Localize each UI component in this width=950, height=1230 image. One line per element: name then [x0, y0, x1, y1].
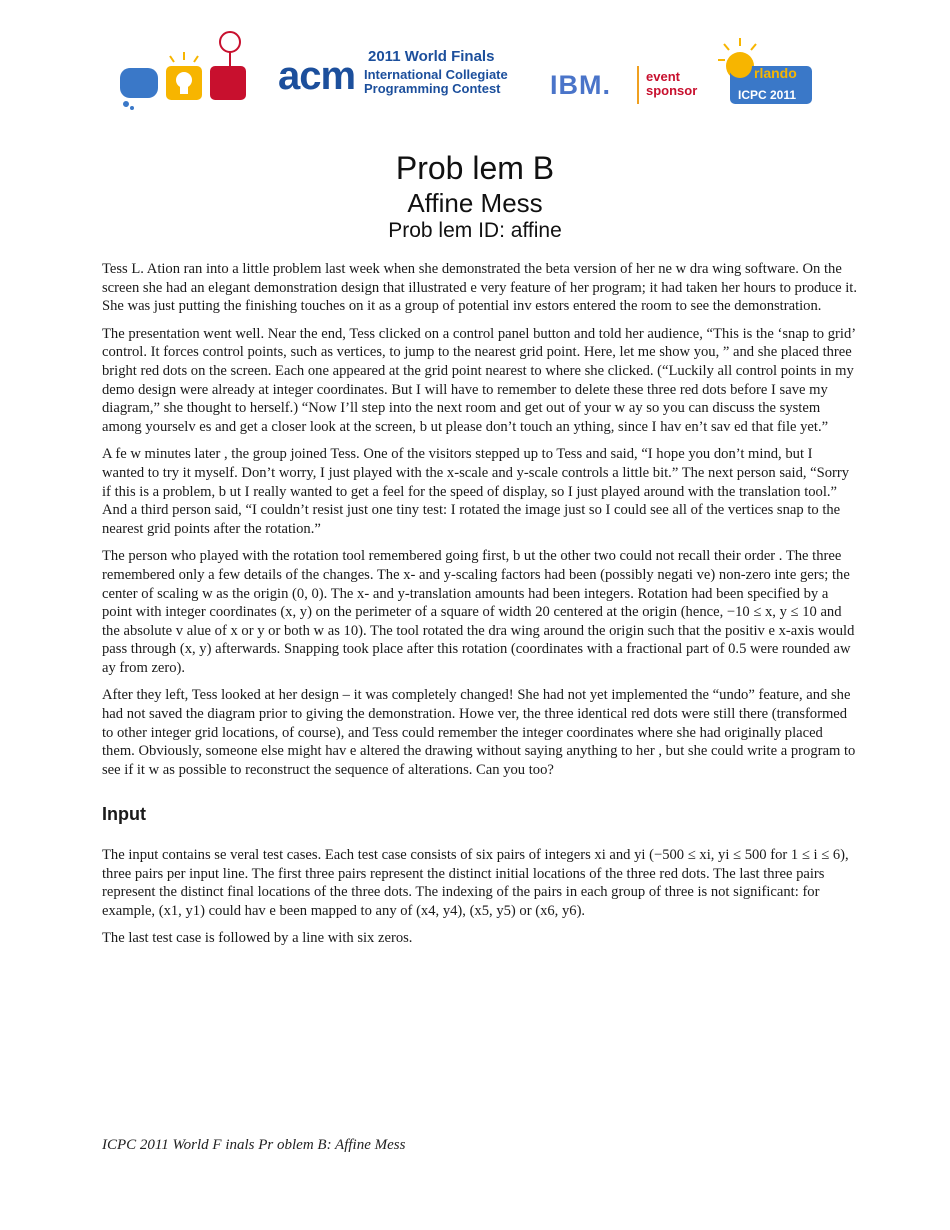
- acm-wordmark: acm: [278, 54, 356, 98]
- input-heading: Input: [102, 804, 146, 825]
- page-footer: ICPC 2011 World F inals Pr oblem B: Affine Mess: [102, 1137, 406, 1153]
- icpc-name-line2: Programming Contest: [364, 81, 501, 96]
- paragraph-visitors: A fe w minutes later , the group joined Tess. One of the visitors stepped up to Tess and said, “I hope you don’t mind, but I wanted to try it myself. Don’t worry, I just played with the x-scale and y-scale controls a little bit.” The next person said, “Sorry if this is a problem, b ut I really wanted to get a feel for the speed of display, so I just played around with the translation tool.” And a third person said, “I couldn’t resist just one tiny test: I rotated the image just so I could see all of the vertices snap to the nearest grid points after the rotation.”: [102, 446, 850, 537]
- sponsor-divider: [637, 66, 639, 104]
- icpc-lightbulb-logo-icon: [118, 28, 250, 114]
- paragraph-presentation: The presentation went well. Near the end, Tess clicked on a control panel button and told her audience, “This is the ‘snap to grid’ control. It forces control points, such as vertices, to jump to the nearest grid point. Here, let me show you, ” and she placed three bright red dots on the screen. Each one appeared at the grid point nearest to where she clicked. (“Luckily all control points in my demo design were already at integer coordinates. But I will have to remember to delete these three red dots before I save my diagram,” she thought to herself.) “Now I’ll step into the next room and get out of your w ay so you can discuss the system among yourselv es and get a closer look at the screen, b ut please don’t touch an ything, since I hav en’t sav ed that file yet.”: [102, 325, 856, 435]
- orlando-text: rlando: [754, 65, 797, 81]
- paragraph-intro: Tess L. Ation ran into a little problem last week when she demonstrated the beta version of her ne w dra wing software. On the screen she had an elegant demonstration design that illustrated e very feature of her program; it had taken her hours to produce it. She was just putting the finishing touches on it as a group of potential inv estors entered the room to see the demonstration.: [102, 261, 857, 315]
- problem-statement: [102, 260, 858, 957]
- sponsor-line2: sponsor: [646, 83, 698, 98]
- ibm-wordmark: IBM.: [550, 70, 611, 100]
- icpc-name: [364, 68, 508, 96]
- input-description: The input contains se veral test cases. Each test case consists of six pairs of integers xi and yi (−500 ≤ xi, yi ≤ 500 for 1 ≤ i ≤ 6), three pairs per input line. The first three pairs represent the distinct initial locations of the three red dots. The last three pairs represent the distinct final locations of the three dots. The indexing of the pairs in each group of three is not significant: for example, (x1, y1) could hav e been mapped to any of (x4, y4), (x5, y5) or (x6, y6).: [102, 847, 849, 919]
- orlando-icpc-logo-icon: [716, 36, 814, 108]
- sponsor-line1: event: [646, 69, 680, 84]
- page-header: [0, 0, 950, 120]
- problem-title-block: [0, 148, 950, 244]
- problem-id: Prob lem ID: affine: [388, 219, 562, 242]
- problem-name: Affine Mess: [407, 188, 543, 218]
- world-finals-title: 2011 World Finals: [368, 48, 495, 65]
- paragraph-details: The person who played with the rotation tool remembered going first, b ut the other two could not recall their order . The three remembered only a few details of the changes. The x- and y-scaling factors had been (possibly negati ve) non-zero inte gers; the center of scaling w as the origin (0, 0). The x- and y-translation amounts had been integers. Rotation had been specified by a point with integer coordinates (x, y) on the perimeter of a square of width 20 centered at the origin (hence, −10 ≤ x, y ≤ 10 and the absolute v alue of x or y or both w as 10). The tool rotated the dra wing around the origin such that the positiv e x-axis would pass through (x, y) afterwards. Snapping took place after this rotation (coordinates with a fractional part of 0.5 were rounded aw ay from zero).: [102, 548, 855, 676]
- event-sponsor-label: [646, 70, 697, 98]
- input-terminator: The last test case is followed by a line with six zeros.: [102, 930, 413, 947]
- paragraph-task: After they left, Tess looked at her design – it was completely changed! She had not yet implemented the “undo” feature, and she had not saved the diagram prior to giving the demonstration. Howe ver, the three identical red dots were still there (transformed to other integer grid locations, of course), and Tess could remember the integer coordinates where she had originally placed them. Obviously, someone else might hav e altered the drawing without saying anything to her , but she could write a program to see if it w as possible to reconstruct the sequence of alterations. Can you too?: [102, 687, 856, 778]
- icpc-2011-badge: ICPC 2011: [738, 88, 797, 102]
- ibm-logo: [550, 70, 616, 100]
- acm-icpc-logo: [278, 46, 528, 106]
- icpc-name-line1: International Collegiate: [364, 67, 508, 82]
- problem-letter: Prob lem B: [395, 150, 555, 186]
